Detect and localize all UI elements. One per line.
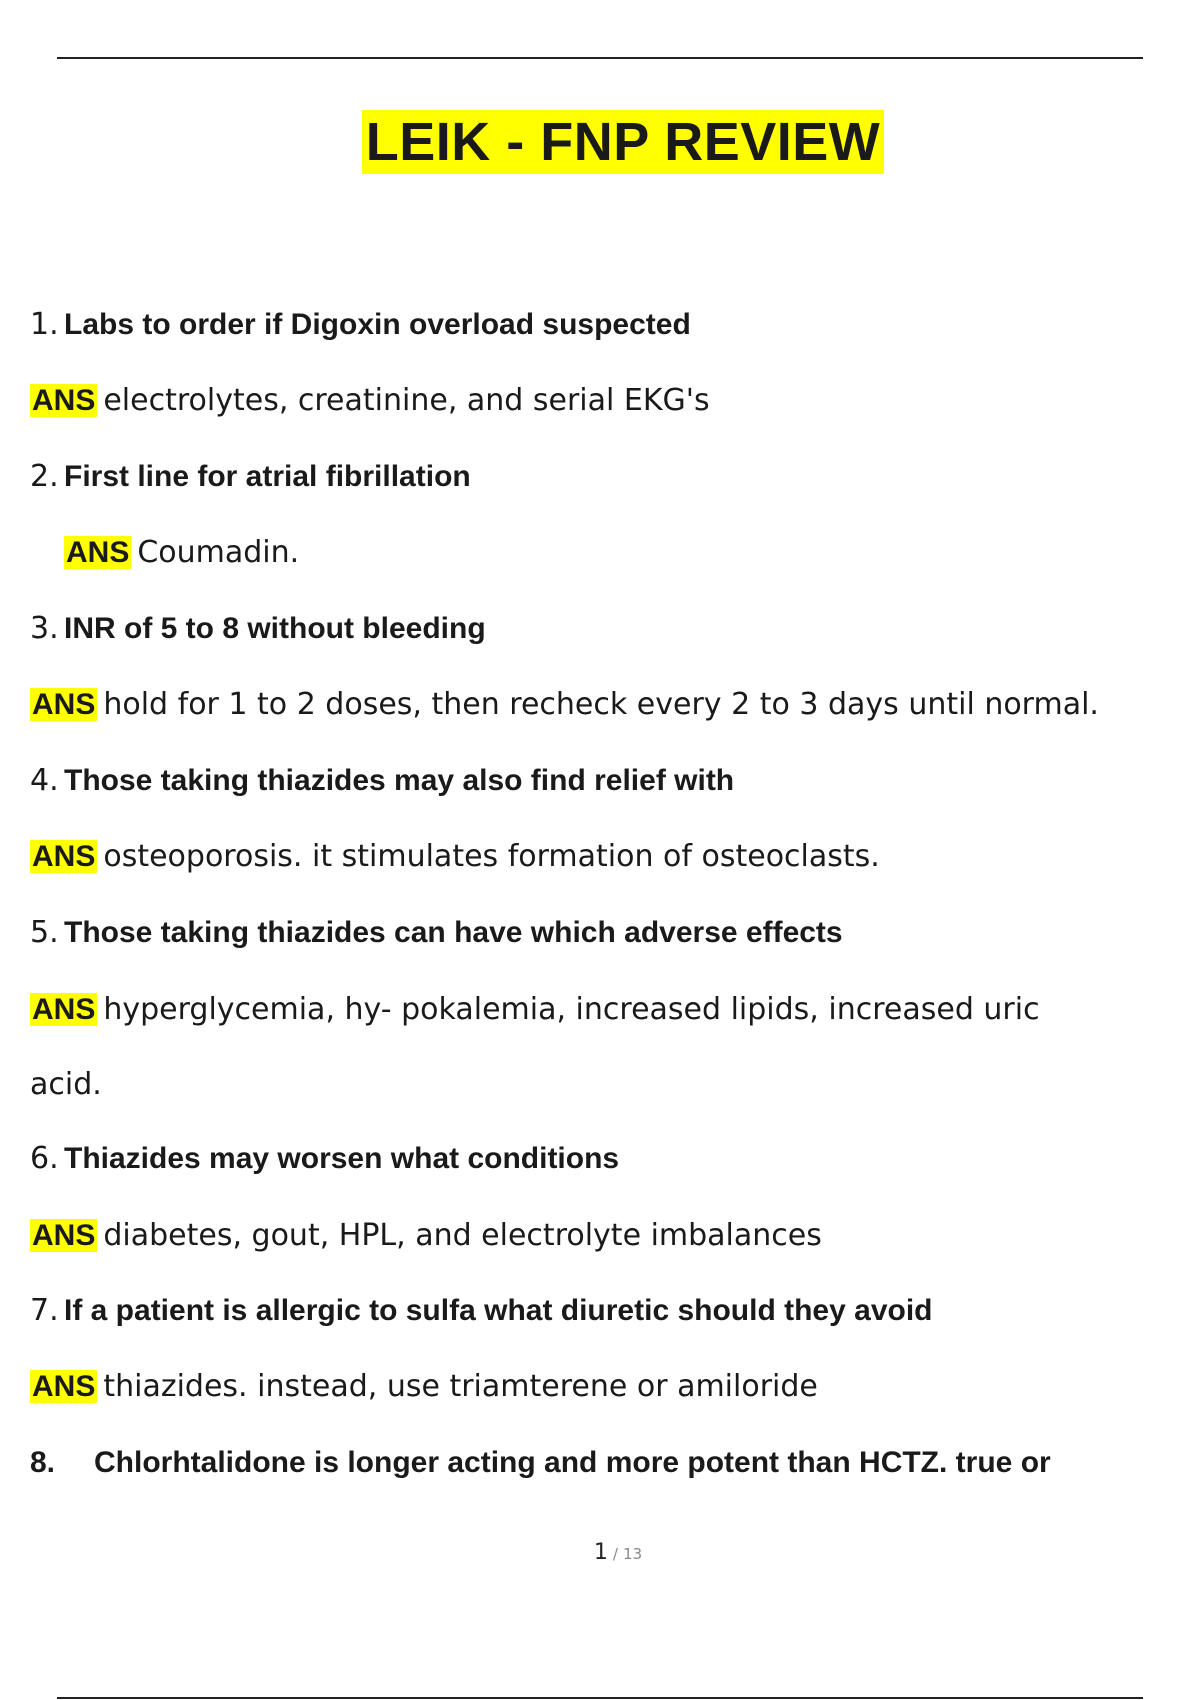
ans-label: ANS [32,688,96,721]
ans-label: ANS [32,384,96,417]
ans-label: ANS [32,1219,96,1252]
answer-text-continued: acid. [30,1067,102,1102]
answer-5 [30,990,1040,1030]
bottom-rule [57,1697,1143,1699]
ans-label: ANS [66,536,130,569]
question-3 [30,609,486,649]
question-number: 3. [30,611,59,646]
question-2 [30,457,471,497]
answer-text: thiazides. instead, use triamterene or amiloride [103,1369,818,1404]
question-text: Chlorhtalidone is longer acting and more potent than HCTZ. true or [94,1446,1051,1479]
question-1 [30,305,691,345]
question-number: 5. [30,915,59,950]
question-text: INR of 5 to 8 without bleeding [64,612,486,645]
answer-7 [30,1367,818,1407]
question-number: 7. [30,1293,59,1328]
question-text: Those taking thiazides may also find relief with [64,764,735,797]
ans-label: ANS [32,1370,96,1403]
question-text: First line for atrial fibrillation [64,460,471,493]
question-7 [30,1291,933,1331]
question-text: Thiazides may worsen what conditions [64,1142,620,1175]
answer-text: hold for 1 to 2 doses, then recheck every 2 to 3 days until normal. [103,687,1099,722]
question-number: 8. [30,1446,56,1479]
page-indicator [18,1540,1200,1565]
answer-5-continued [30,1065,102,1105]
total-pages: 13 [623,1545,643,1563]
answer-text: hyperglycemia, hy- pokalemia, increased lipids, increased uric [103,992,1040,1027]
question-number: 2. [30,459,59,494]
answer-text: diabetes, gout, HPL, and electrolyte imbalances [103,1218,822,1253]
answer-2 [64,533,299,573]
question-4 [30,761,734,801]
current-page: 1 [593,1540,608,1565]
question-number: 1. [30,307,59,342]
title-container [0,110,1200,174]
answer-3 [30,685,1099,725]
ans-label: ANS [32,840,96,873]
question-text: Those taking thiazides can have which adverse effects [64,916,843,949]
answer-1 [30,381,710,421]
page-separator: / [612,1545,618,1563]
answer-6 [30,1216,822,1256]
question-5 [30,913,843,953]
question-number: 4. [30,763,59,798]
question-6 [30,1139,619,1179]
question-text: Labs to order if Digoxin overload suspected [64,308,691,341]
ans-label: ANS [32,993,96,1026]
question-text: If a patient is allergic to sulfa what diuretic should they avoid [64,1294,933,1327]
question-8 [30,1443,1051,1483]
document-title: LEIK - FNP REVIEW [362,110,885,174]
answer-text: osteoporosis. it stimulates formation of osteoclasts. [103,839,880,874]
question-number: 6. [30,1141,59,1176]
top-rule [57,57,1143,59]
answer-text: Coumadin. [137,535,300,570]
answer-text: electrolytes, creatinine, and serial EKG's [103,383,710,418]
answer-4 [30,837,880,877]
